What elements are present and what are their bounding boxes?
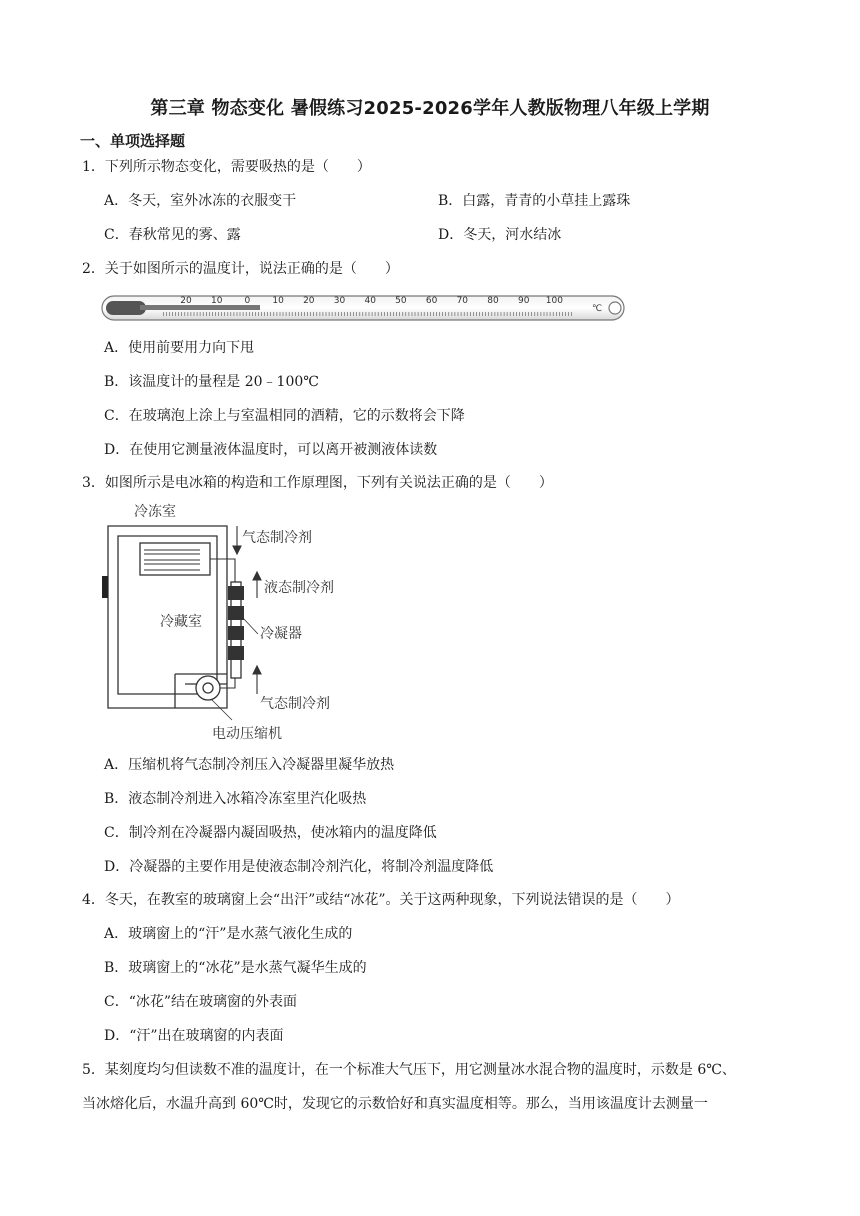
question-4-stem: 4．冬天，在教室的玻璃窗上会“出汗”或结“冰花”。关于这两种现象，下列说法错误的是（ ） (82, 892, 680, 908)
question-1-option-b: B．白露，青青的小草挂上露珠 (438, 193, 631, 209)
question-5-stem-line-2: 当冰熔化后，水温升高到 60℃时，发现它的示数恰好和真实温度相等。那么，当用该温度计去测量一 (82, 1096, 708, 1112)
thermometer-tick-label: 70 (456, 296, 469, 306)
question-1-option-c: C．春秋常见的雾、露 (104, 227, 241, 243)
thermometer-tick-label: 10 (210, 296, 223, 306)
question-1-option-d: D．冬天，河水结冰 (438, 227, 562, 243)
thermometer-liquid-column (140, 305, 260, 310)
question-3-option-b: B．液态制冷剂进入冰箱冷冻室里汽化吸热 (104, 791, 367, 807)
question-2-option-a: A．使用前要用力向下甩 (104, 340, 255, 356)
thermometer-tick-label: 50 (395, 296, 407, 306)
label-fridge: 冷藏室 (160, 614, 202, 630)
thermometer-tick-label: 0 (244, 296, 251, 306)
refrigerator-diagram (100, 498, 360, 748)
section-heading: 一、单项选择题 (80, 132, 186, 150)
thermometer-unit: ℃ (592, 304, 603, 314)
label-condenser: 冷凝器 (260, 626, 302, 642)
question-2-stem: 2．关于如图所示的温度计，说法正确的是（ ） (82, 261, 399, 277)
thermometer-tick-label: 20 (303, 296, 315, 306)
question-3-stem: 3．如图所示是电冰箱的构造和工作原理图，下列有关说法正确的是（ ） (82, 475, 553, 491)
arrow-liquid-head (253, 572, 261, 580)
label-gas-top: 气态制冷剂 (242, 530, 312, 546)
question-4-option-d: D．“汗”出在玻璃窗的内表面 (104, 1028, 284, 1044)
thermometer-tick-label: 20 (180, 296, 192, 306)
thermometer-figure (100, 290, 632, 324)
question-4-option-c: C．“冰花”结在玻璃窗的外表面 (104, 994, 298, 1010)
question-3-option-a: A．压缩机将气态制冷剂压入冷凝器里凝华放热 (104, 757, 395, 773)
arrow-gas-top-head (233, 546, 241, 554)
label-liquid: 液态制冷剂 (264, 580, 334, 596)
door-handle (102, 576, 108, 598)
thermometer-tick-label: 60 (425, 296, 438, 306)
compressor-hub (203, 683, 213, 693)
document-title: 第三章 物态变化 暑假练习2025-2026学年人教版物理八年级上学期 (150, 98, 710, 119)
question-4-option-a: A．玻璃窗上的“汗”是水蒸气液化生成的 (104, 926, 353, 942)
compressor-leader-line (212, 700, 232, 720)
question-5-stem-line-1: 5．某刻度均匀但读数不准的温度计，在一个标准大气压下，用它测量冰水混合物的温度时，示数是 6℃、 (82, 1062, 736, 1078)
thermometer-tick-label: 10 (272, 296, 284, 306)
thermometer-tick-label: 30 (333, 296, 346, 306)
question-3-option-c: C．制冷剂在冷凝器内凝固吸热，使冰箱内的温度降低 (104, 825, 437, 841)
thermometer-tick-label: 80 (487, 296, 499, 306)
question-2-option-c: C．在玻璃泡上涂上与室温相同的酒精，它的示数将会下降 (104, 408, 465, 424)
thermometer-tick-label: 90 (517, 296, 530, 306)
label-compressor: 电动压缩机 (212, 726, 282, 742)
question-2-option-d: D．在使用它测量液体温度时，可以离开被测液体读数 (104, 442, 438, 458)
condenser-leader-line (243, 618, 258, 634)
question-2-option-b: B．该温度计的量程是 20﹣100℃ (104, 374, 319, 390)
question-1-option-a: A．冬天，室外冰冻的衣服变干 (104, 193, 297, 209)
label-gas-bottom: 气态制冷剂 (260, 696, 330, 712)
arrow-gas-bottom-head (253, 666, 261, 674)
question-3-option-d: D．冷凝器的主要作用是使液态制冷剂汽化，将制冷剂温度降低 (104, 859, 494, 875)
thermometer-tick-label: 40 (364, 296, 376, 306)
thermometer-end-ring (609, 302, 621, 314)
question-4-option-b: B．玻璃窗上的“冰花”是水蒸气凝华生成的 (104, 960, 367, 976)
label-freezer: 冷冻室 (134, 504, 176, 520)
question-1-stem: 1．下列所示物态变化，需要吸热的是（ ） (82, 159, 371, 175)
thermometer-tick-label: 100 (545, 296, 563, 306)
